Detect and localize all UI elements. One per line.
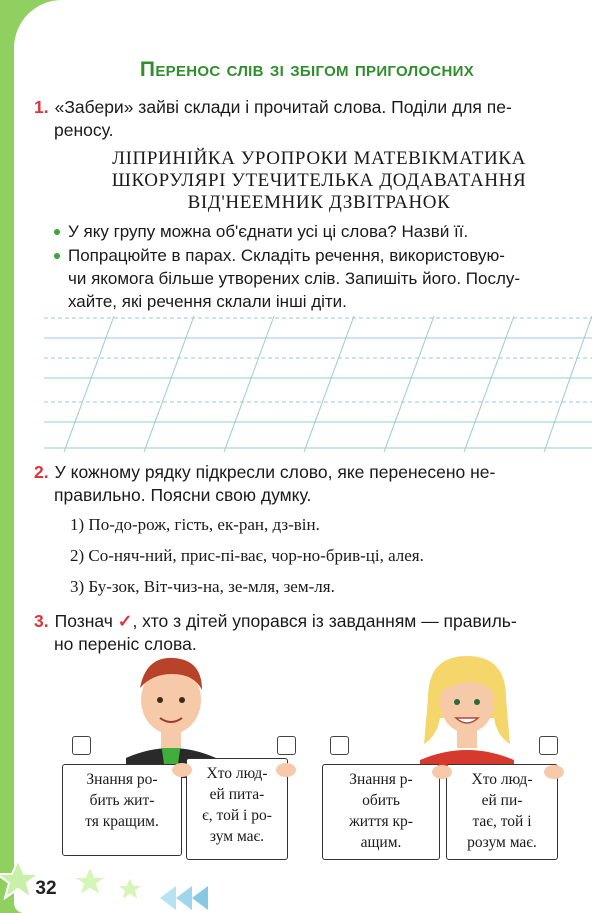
checkmark-icon: ✓ [117, 611, 133, 631]
card-line: Знання р- [349, 771, 413, 788]
task-text: У кожному рядку підкресли слово, яке перенесено не- [54, 462, 496, 482]
bullet-text: Попрацюйте в парах. Складіть речення, використовую- [68, 246, 505, 265]
card-line: є, той і ро- [202, 807, 272, 824]
card-line: Хто люд- [206, 765, 268, 782]
bullet-text: чи якомога більше утворених слів. Запишіть його. Послу- [68, 269, 521, 288]
card-line: тає, той і [472, 813, 532, 830]
task-text: Познач [54, 611, 113, 631]
task-text: правильно. Поясни свою думку. [54, 485, 312, 505]
card-line: розум має. [467, 834, 537, 851]
word-row: ШКОРУЛЯРІ УТЕЧИТЕЛЬКА ДОДАВАТАННЯ [111, 170, 527, 191]
card-line: ащим. [360, 834, 402, 851]
task-text: «Забери» зайві склади і прочитай слова. Поділи для пе- [54, 97, 512, 117]
bullet-text: У яку групу можна об'єднати усі ці слова? Назви́ її. [68, 222, 469, 241]
page-number: 32 [35, 878, 57, 899]
task-number: 1. [34, 97, 49, 117]
card-line: ей пи- [481, 792, 523, 809]
card-line: тя кращим. [85, 813, 159, 830]
word-list-row[interactable]: 2) Со-няч-ний, прис-пі-ває, чор-но-брив-ці, алея. [70, 546, 424, 565]
word-row: ЛІПРИНІЙКА УРОПРОКИ МАТЕВІКМАТИКА [112, 148, 526, 169]
task-text: реносу. [54, 120, 114, 140]
card-line: бить жит- [89, 792, 155, 809]
task-number: 2. [34, 462, 49, 482]
word-list-row[interactable]: 3) Бу-зок, Віт-чиз-на, зе-мля, зем-ля. [70, 577, 335, 596]
card-line: зум має. [209, 828, 265, 845]
word-row: ВІД'НЕЕМНИК ДЗВІТРАНОК [187, 192, 451, 213]
page-title: Перенос слів зі збігом приголосних [139, 58, 475, 81]
card-line: життя кр- [349, 813, 413, 830]
bullet-text: хайте, які речення склали інші діти. [68, 292, 347, 311]
task-text: но переніс слова. [54, 634, 197, 654]
task-text: , хто з дітей упорався із завданням — правиль- [132, 611, 517, 631]
card-line: Знання ро- [86, 771, 158, 788]
card-line: обить [362, 792, 400, 809]
card-line: Хто люд- [471, 771, 533, 788]
word-list-row[interactable]: 1) По-до-рож, гість, ек-ран, дз-він. [70, 515, 320, 534]
card-line: ей пита- [209, 786, 265, 803]
textbook-page [14, 0, 600, 913]
task-number: 3. [34, 611, 49, 631]
hands-decoration [14, 0, 600, 913]
